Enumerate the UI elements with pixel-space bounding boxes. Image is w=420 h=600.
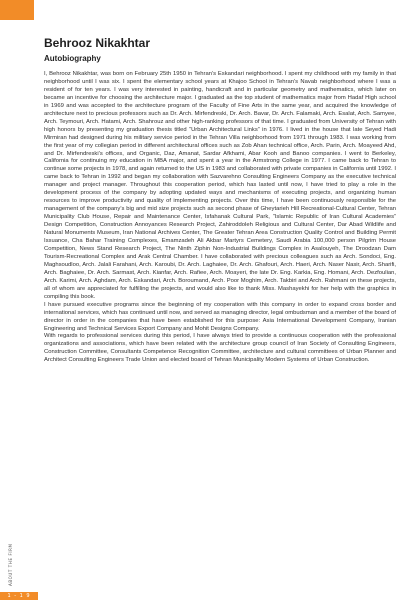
body-paragraph: I have pursued executive programs since the beginning of my cooperation with this company in order to expand cross border and international services, which has continued until now, and served as managing director, legal ombudsman and a member of the board of director in order in the companies that have been established for this purpose: Asia International Development Company, Iranian Engineering and Technical Services Export Company and Mohit Designs Company.: [44, 301, 396, 332]
body-paragraph: With regards to professional services during this period, I have always tried to provide a continuous cooperation with the professional organizations and associations, which have been related with the architecture group council of Iran Society of Consulting Engineers, Construction Committee, Consultants Competence Recognition Committee, architecture and cultural committees of Urban Planner and Architect Consulting Engineers Trade Union and elected board of Tehran Municipality Modern Systems of Urban Construction.: [44, 333, 396, 364]
corner-accent-block: [0, 0, 34, 20]
page-number-tag: 1 - 1 9: [0, 592, 38, 600]
page-title: Behrooz Nikakhtar: [44, 36, 151, 50]
side-label-text: ABOUT THE FIRM: [8, 543, 13, 586]
document-page: [44, 36, 396, 365]
section-heading: Autobiography: [44, 54, 101, 63]
body-paragraph: I, Behrooz Nikakhtar, was born on February 25th 1950 in Tehran’s Eskandari neighborhood. I spent my childhood with my family in that neighborhood until I was six. I spent the elementary school years at Khajoo School in Tehran’s Navab neighborhood where I was a resident of for ten years. I was very interested in painting, handicraft and in particular geometry and mathematics, which later on became an incentive for choosing the architecture major. I graduated as the top student of mathematics major from Hadaf High school in 1969 and was accepted to the architecture program of the Faculty of Fine Arts in the same year, and acquired the knowledge of architecture next to precious professors such as Dr. Arch. Mirfendreski, Dr. Arch. Bavar, Dr. Arch. Falamaki, Arch. Esalat, Arch. Samyee, Arch. Teymouri, Arch. Hatami, Arch. Shahrouz and other high-ranking professors of that time. I graduated from University of Tehran with high honors by presenting my graduation thesis titled “Urban Architectural Links” in 1976. I lived in the house that late Seyed Hadi Mirmiran had designed during his military service period in the Tehran Villa neighborhood from 1971 through 1983. I was working from the first year of my collegian period in different architectural offices such as Zob Ahan technical office, Arch. Parin, Arch. Moayeed Ahd, and Dr. Mirfendreski’s offices, and Organic, Daz, Amanat, Sardar Afkhami, Abar Kooh and Banoo companies. I went to Berkeley, California for continuing my education in MBA major, and spent a year in the Armstrong College in 1977. I came back to Tehran to continue some projects in 1978, and again returned to the US in 1983 and collaborated with private companies in California until 1992. I came back to Tehran in 1992 and began my collaboration with Sazvarehno Consulting Engineers Company as the executive technical manager and project manager. Throughout this cooperation period, which has lasted until now, I have tried to play a role in the development process of the company by adopting updated ways and mechanisms of executing projects, and organizing human resources to improve productivity and quality of implementing projects. Over this time, I have been continuously responsible for the management of the company’s big and mid size projects such as second phase of Gheytarieh Hill Recreational-Cultural Center, Tehran Municipality Club House, Repair and Maintenance Center, Isfahanak Cultural Park, “Islamic Republic of Iran Cultural Academies” Design Competition, Construction Annoyances Research Project, Zahiroddoleh Religious and Cultural Center, Dar Abad Wildlife and Natural Monuments Museum, Iran National Archives Center, The Greater Tehran Area Construction Quality Control and Building Permit Issuance, Cha Bahar Training Complexes, Emamzadeh Ali Akbar Martyrs Cemetery, Saudi Arabia 100,000 person Pilgrim House Competition, News Stand Research Project, The Ninth Ziphin Non-Industrial Buildings Complex in Asalouyeh, The Droodzan Dam Tourism-Recreational Complex and Arak Central Chamber. I have collaborated with precious colleagues such as Arch. Sondoci, Eng. Maghsoudloo, Arch. Jalali Farahani, Arch. Karoubi, Dr. Arch. Laghaiee, Dr. Arch. Ghafouri, Arch. Haeri, Arch. Naser Nasir, Arch. Sharifi, Arch. Baghaiee, Dr. Arch. Sarmast, Arch. Kianfar, Arch. Rafiee, Arch. Moayeri, the late Dr. Eng. Karkia, Eng. Homani, Arch. Dezfoulian, Arch. Karimi, Arch. Aghdam, Arch. Eskandari, Arch. Boroumand, Arch. Poor Moghim, Arch. Takbiri and Arch. Rahmani on these projects, all of whom are appreciated for fulfilling the projects, and would also like to thank Miss. Mashayekhi for her help with the graphics in compiling this book.: [44, 71, 396, 300]
side-section-label: [8, 528, 16, 586]
